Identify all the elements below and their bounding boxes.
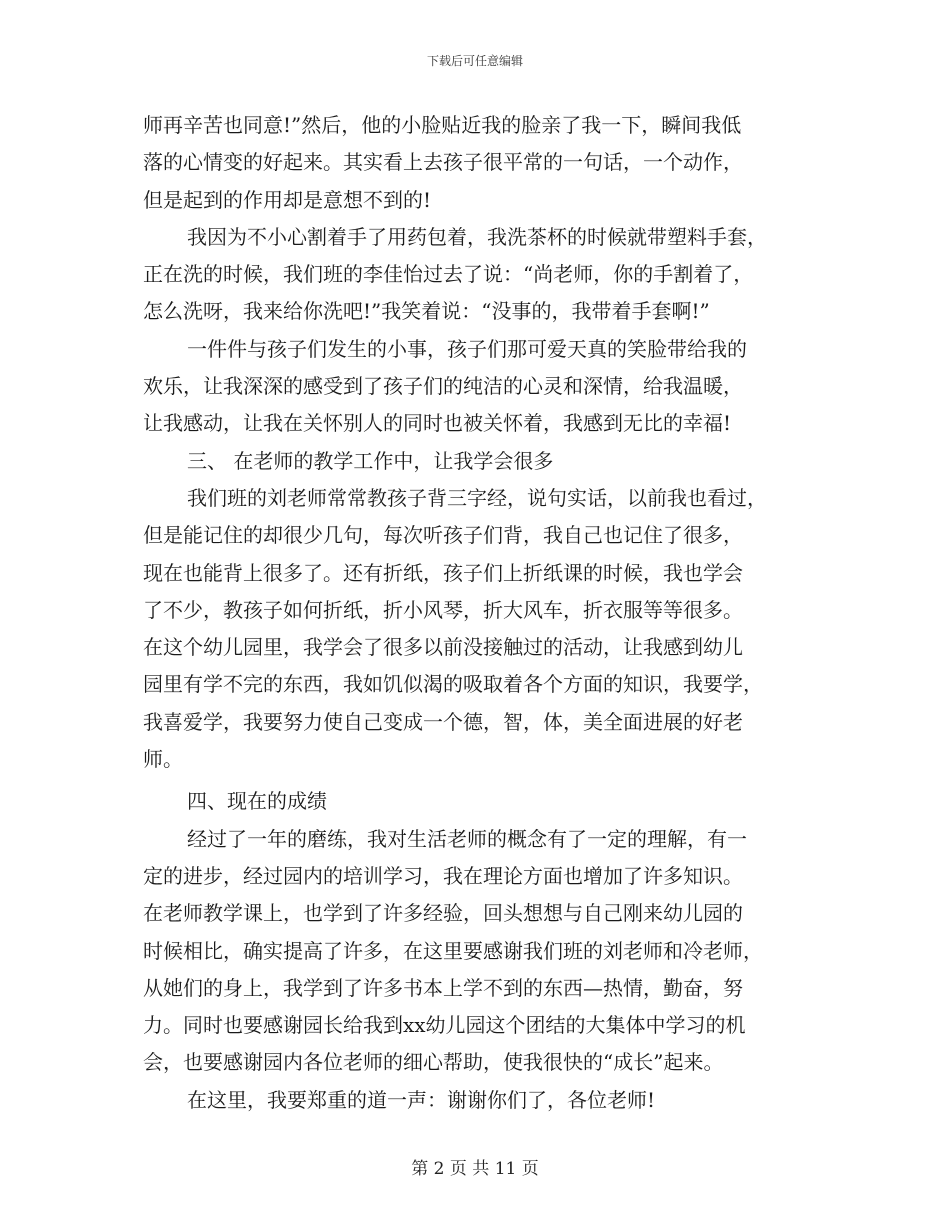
document-body: [143, 107, 813, 1119]
text-line: 定的进步，经过园内的培训学习，我在理论方面也增加了许多知识。: [143, 863, 743, 888]
text-line: 在老师教学课上，也学到了许多经验，回头想想与自己刚来幼儿园的: [143, 901, 743, 926]
text-line: 三、 在老师的教学工作中，让我学会很多: [187, 448, 554, 473]
text-line: 我们班的刘老师常常教孩子背三字经，说句实话，以前我也看过，: [187, 485, 767, 510]
text-line: 会，也要感谢园内各位老师的细心帮助，使我很快的“成长”起来。: [143, 1050, 724, 1075]
text-line: 经过了一年的磨练，我对生活老师的概念有了一定的理解，有一: [187, 826, 747, 851]
text-line: 一件件与孩子们发生的小事，孩子们那可爱天真的笑脸带给我的: [187, 336, 747, 361]
text-line: 落的心情变的好起来。其实看上去孩子很平常的一句话，一个动作，: [143, 150, 743, 175]
text-line: 师再辛苦也同意!”然后，他的小脸贴近我的脸亲了我一下，瞬间我低: [143, 113, 742, 137]
paragraph: [143, 1082, 813, 1119]
paragraph: [143, 443, 813, 480]
text-line: 让我感动，让我在关怀别人的同时也被关怀着，我感到无比的幸福!: [143, 411, 732, 436]
paragraph: [143, 331, 813, 443]
paragraph: [143, 107, 813, 219]
text-line: 时候相比，确实提高了许多，在这里要感谢我们班的刘老师和冷老师，: [143, 938, 763, 963]
paragraph: [143, 783, 813, 820]
paragraph: [143, 821, 813, 1082]
page-footer: 第 2 页 共 11 页: [411, 1159, 539, 1179]
text-line: 从她们的身上，我学到了许多书本上学不到的东西—热情，勤奋，努: [143, 975, 743, 1000]
text-line: 现在也能背上很多了。还有折纸，孩子们上折纸课的时候，我也学会: [143, 560, 743, 585]
text-line: 了不少，教孩子如何折纸，折小风琴，折大风车，折衣服等等很多。: [143, 597, 743, 622]
paragraph: [143, 219, 813, 331]
text-line: 怎么洗呀，我来给你洗吧!”我笑着说：“没事的，我带着手套啊!”: [143, 299, 710, 324]
text-line: 我因为不小心割着手了用药包着，我洗茶杯的时候就带塑料手套，: [187, 224, 767, 249]
text-line: 但是起到的作用却是意想不到的!: [143, 187, 432, 212]
text-line: 我喜爱学，我要努力使自己变成一个德，智，体，美全面进展的好老: [143, 709, 743, 734]
text-line: 在这里，我要郑重的道一声：谢谢你们了，各位老师!: [187, 1087, 656, 1112]
text-line: 正在洗的时候，我们班的李佳怡过去了说：“尚老师，你的手割着了，: [143, 262, 754, 287]
text-line: 欢乐，让我深深的感受到了孩子们的纯洁的心灵和深情，给我温暖，: [143, 374, 743, 399]
paragraph: [143, 480, 813, 778]
text-line: 师。: [143, 747, 183, 772]
text-line: 四、现在的成绩: [187, 789, 327, 814]
text-line: 力。同时也要感谢园长给我到xx幼儿园这个团结的大集体中学习的机: [143, 1013, 746, 1038]
page-header: 下载后可任意编辑: [426, 54, 523, 68]
text-line: 但是能记住的却很少几句，每次听孩子们背，我自己也记住了很多，: [143, 523, 743, 548]
text-line: 园里有学不完的东西，我如饥似渴的吸取着各个方面的知识，我要学，: [143, 672, 763, 697]
text-line: 在这个幼儿园里，我学会了很多以前没接触过的活动，让我感到幼儿: [143, 635, 743, 660]
